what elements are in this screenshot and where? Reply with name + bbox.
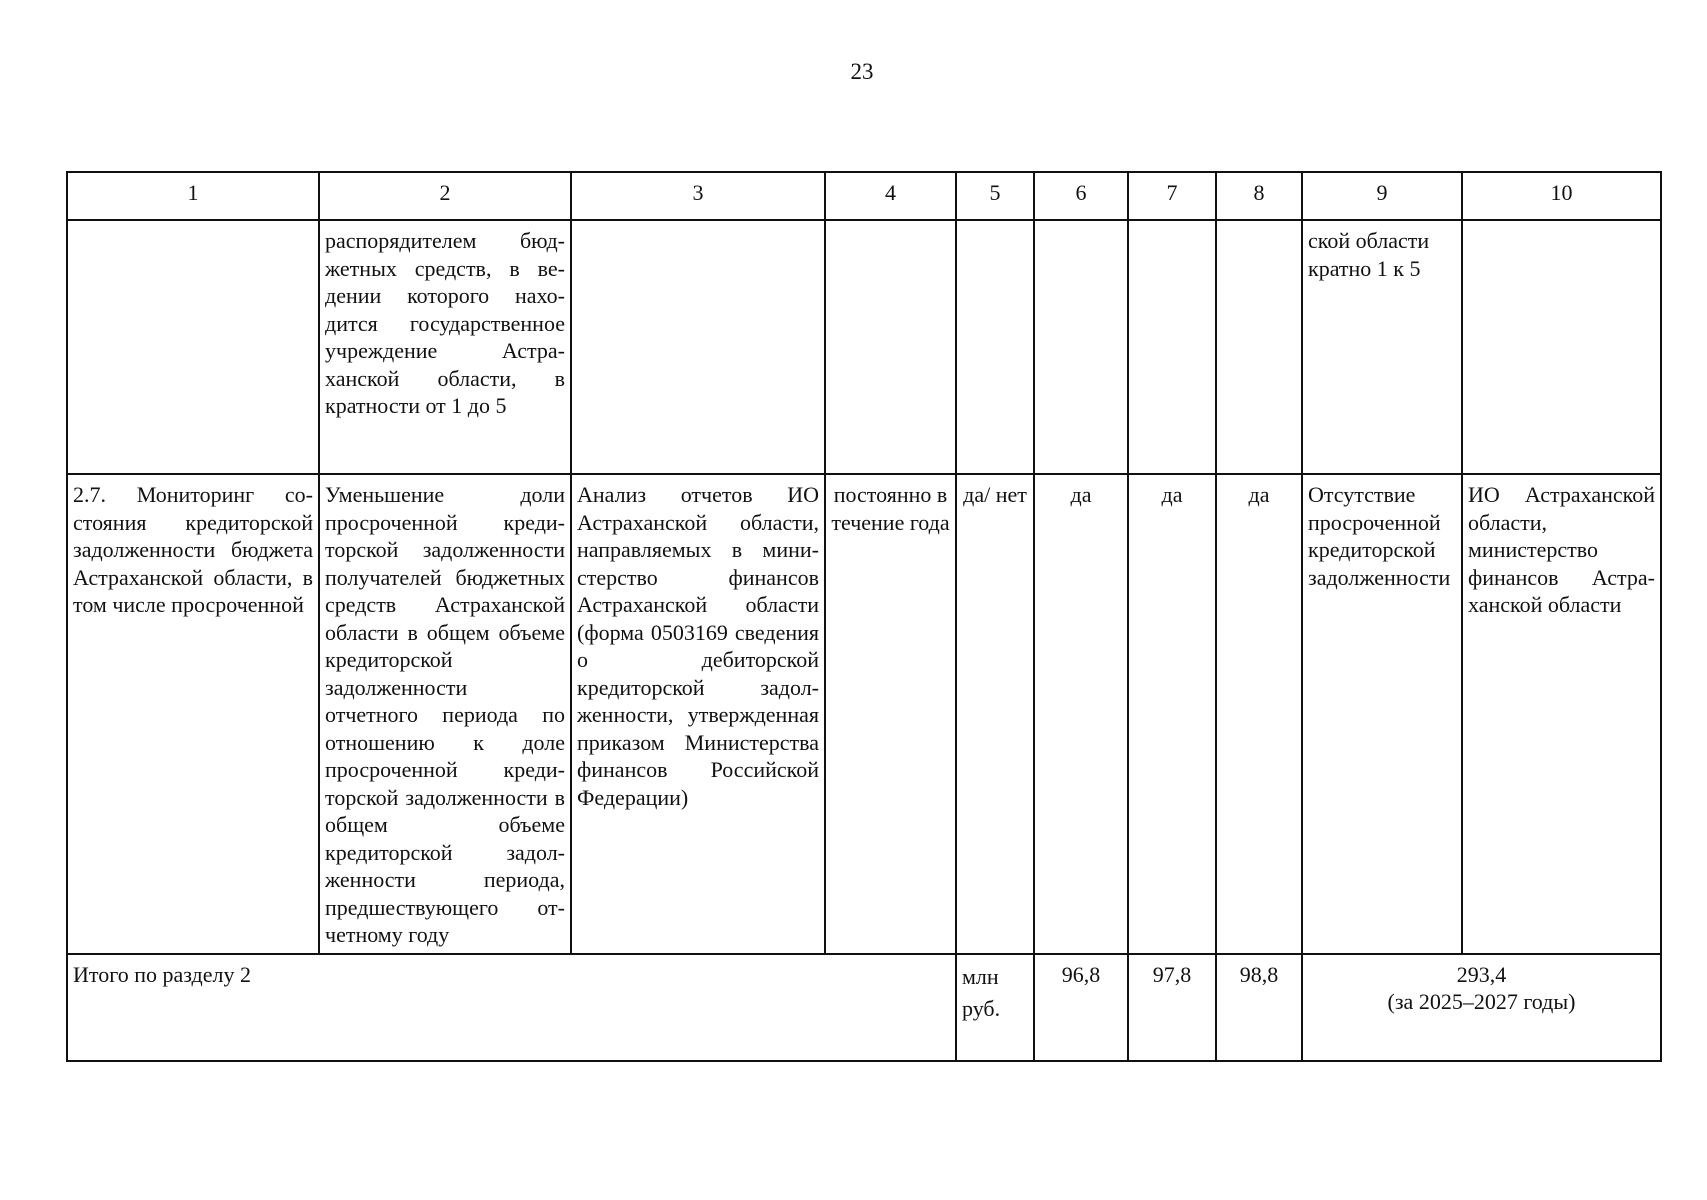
table-row-2-7 xyxy=(67,474,1661,954)
cont-cell-3 xyxy=(571,220,825,474)
header-col-7: 7 xyxy=(1128,172,1216,220)
header-col-3: 3 xyxy=(571,172,825,220)
header-col-6: 6 xyxy=(1034,172,1128,220)
total-2026-cell: 97,8 xyxy=(1128,954,1216,1061)
header-col-10: 10 xyxy=(1462,172,1661,220)
total-sum-value: 293,4 xyxy=(1456,961,1507,987)
value-2025-cell: да xyxy=(1034,474,1128,954)
cont-cell-2: распорядителем бюджетных средств, в ведении которого находится государственное учреждение Астраханской области, в кратности от 1 до 5 xyxy=(319,220,571,474)
cont-cell-7 xyxy=(1128,220,1216,474)
header-col-1: 1 xyxy=(67,172,319,220)
table-row-continuation xyxy=(67,220,1661,474)
measure-name-cell: 2.7. Мониторинг состояния кредиторской задолженности бюджета Астраханской области, в том числе просроченной xyxy=(67,474,319,954)
header-col-2: 2 xyxy=(319,172,571,220)
method-cell: Анализ отчетов ИО Астраханской области, направляемых в министерство финансов Астраханской области (форма 0503169 сведения о дебиторской кредиторской задолженности, утвержденная приказом Министерства финансов Российской Федерации) xyxy=(571,474,825,954)
cont-cell-9: ской области кратно 1 к 5 xyxy=(1302,220,1462,474)
header-col-5: 5 xyxy=(956,172,1034,220)
cont-cell-10 xyxy=(1462,220,1661,474)
measures-table xyxy=(66,171,1662,1062)
header-col-4: 4 xyxy=(825,172,956,220)
cont-cell-8 xyxy=(1216,220,1302,474)
total-sum-cell xyxy=(1302,954,1661,1061)
expected-result-cell: Отсутствие просроченной кредиторской задолженности xyxy=(1302,474,1462,954)
table-header-row xyxy=(67,172,1661,220)
cont-cell-4 xyxy=(825,220,956,474)
total-2025-cell: 96,8 xyxy=(1034,954,1128,1061)
total-label-cell: Итого по разделу 2 xyxy=(67,954,956,1061)
cont-cell-6 xyxy=(1034,220,1128,474)
unit-cell: да/ нет xyxy=(956,474,1034,954)
indicator-cell: Уменьшение доли просроченной кредиторской задолженности получателей бюджетных средств Астраханской области в общем объеме кредиторской задолженности отчетного периода по отношению к доле просроченной кредиторской задолженности в общем объеме кредиторской задолженности периода, предшествующего отчетному году xyxy=(319,474,571,954)
timing-cell: постоянно в течение года xyxy=(825,474,956,954)
value-2027-cell: да xyxy=(1216,474,1302,954)
header-col-9: 9 xyxy=(1302,172,1462,220)
table-row-total xyxy=(67,954,1661,1061)
page-number: 23 xyxy=(850,59,874,84)
total-unit-cell: млн руб. xyxy=(956,954,1034,1061)
total-2027-cell: 98,8 xyxy=(1216,954,1302,1061)
cont-cell-5 xyxy=(956,220,1034,474)
cont-cell-1 xyxy=(67,220,319,474)
header-col-8: 8 xyxy=(1216,172,1302,220)
value-2026-cell: да xyxy=(1128,474,1216,954)
total-sum-period: (за 2025–2027 годы) xyxy=(1387,989,1576,1014)
responsible-cell: ИО Астраханской области, министерство финансов Астраханской области xyxy=(1462,474,1661,954)
